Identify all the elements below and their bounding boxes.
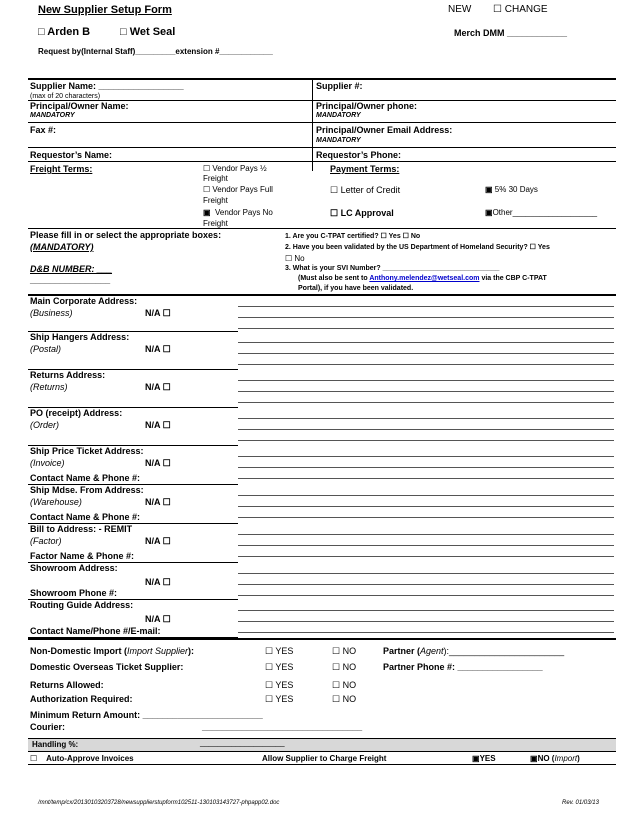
address-title: Returns Address: (30, 370, 106, 380)
svi-note: (Must also be sent to Anthony.melendez@wetseal.com via the CBP C-TPAT (298, 275, 547, 282)
ctpat-question[interactable]: 1. Are you C-TPAT certified? ☐ Yes ☐ No (285, 233, 421, 240)
merch-dmm: Merch DMM ____________ (454, 28, 568, 38)
address-title: Routing Guide Address: (30, 600, 134, 610)
not-applicable-checkbox[interactable]: N/A ☐ (145, 308, 171, 318)
address-title: Ship Hangers Address: (30, 332, 130, 342)
overseas-yes-checkbox[interactable]: ☐ YES (265, 662, 294, 672)
freight-yes-checkbox[interactable]: ▣YES (472, 754, 496, 763)
not-applicable-checkbox[interactable]: N/A ☐ (145, 344, 171, 354)
checkbox-icon: ☐ (493, 4, 502, 15)
svi-note-2: Portal), if you have been validated. (298, 285, 414, 292)
address-input-line[interactable] (238, 380, 614, 381)
address-input-line[interactable] (238, 402, 614, 403)
requestor-name-label[interactable]: Requestor’s Name: (30, 150, 113, 160)
email-link[interactable]: Anthony.melendez@wetseal.com (369, 275, 480, 282)
contact-label: Contact Name/Phone #/E-mail: (30, 626, 161, 636)
mandatory-note: MANDATORY (316, 137, 361, 144)
courier-label: Courier: (30, 722, 66, 732)
address-input-line[interactable] (238, 632, 614, 633)
address-input-line[interactable] (238, 342, 614, 343)
address-input-line[interactable] (238, 306, 614, 307)
address-input-line[interactable] (238, 353, 614, 354)
freight-none-text: Freight (203, 219, 228, 228)
address-input-line[interactable] (238, 517, 614, 518)
address-subtitle: (Factor) (30, 536, 62, 546)
request-by: Request by(Internal Staff)_________extension #____________ (38, 47, 273, 56)
partner-phone-field[interactable]: Partner Phone #: _________________ (383, 662, 543, 672)
overseas-no-checkbox[interactable]: ☐ NO (332, 662, 357, 672)
returns-label: Returns Allowed: (30, 680, 104, 690)
auth-yes-checkbox[interactable]: ☐ YES (265, 694, 294, 704)
min-return-field[interactable]: Minimum Return Amount: ________________________ (30, 710, 263, 720)
address-input-line[interactable] (238, 440, 614, 441)
address-input-line[interactable] (238, 610, 614, 611)
form-title: New Supplier Setup Form (38, 4, 172, 16)
address-input-line[interactable] (238, 456, 614, 457)
other-checkbox[interactable]: ▣Other___________________ (485, 208, 598, 217)
not-applicable-checkbox[interactable]: N/A ☐ (145, 577, 171, 587)
address-input-line[interactable] (238, 317, 614, 318)
import-yes-checkbox[interactable]: ☐ YES (265, 646, 294, 656)
address-input-line[interactable] (238, 478, 614, 479)
dnb-number-line: ________________ (30, 275, 111, 285)
freight-full-text: Freight (203, 196, 228, 205)
address-title: Main Corporate Address: (30, 296, 138, 306)
requestor-phone-label[interactable]: Requestor’s Phone: (316, 150, 402, 160)
revision: Rev. 01/03/13 (562, 800, 599, 806)
supplier-name-note: (max of 20 characters) (30, 93, 101, 100)
fill-mandatory: (MANDATORY) (30, 242, 94, 252)
import-no-checkbox[interactable]: ☐ NO (332, 646, 357, 656)
freight-none-checkbox[interactable]: ▣ Vendor Pays No (203, 208, 273, 217)
contact-label: Contact Name & Phone #: (30, 512, 141, 522)
address-subtitle: (Warehouse) (30, 497, 82, 507)
address-input-line[interactable] (238, 595, 614, 596)
auto-approve-checkbox[interactable]: ☐ Auto-Approve Invoices (30, 754, 134, 763)
mandatory-note: MANDATORY (30, 112, 75, 119)
courier-field[interactable]: ________________________________ (202, 722, 363, 732)
address-input-line[interactable] (238, 621, 614, 622)
returns-no-checkbox[interactable]: ☐ NO (332, 680, 357, 690)
homeland-no-checkbox[interactable]: ☐ No (285, 254, 305, 263)
supplier-number-label[interactable]: Supplier #: (316, 81, 363, 91)
freight-no-checkbox[interactable]: ▣NO (Import) (530, 754, 580, 763)
fill-instructions: Please fill in or select the appropriate boxes: (30, 230, 222, 240)
address-subtitle: (Order) (30, 420, 59, 430)
auth-no-checkbox[interactable]: ☐ NO (332, 694, 357, 704)
handling-label: Handling %: (32, 740, 79, 749)
address-input-line[interactable] (238, 418, 614, 419)
address-input-line[interactable] (238, 328, 614, 329)
not-applicable-checkbox[interactable]: N/A ☐ (145, 458, 171, 468)
partner-agent-field[interactable]: Partner (Agent):_______________________ (383, 646, 565, 656)
contact-label: Factor Name & Phone #: (30, 551, 135, 561)
returns-yes-checkbox[interactable]: ☐ YES (265, 680, 294, 690)
freight-half-checkbox[interactable]: ☐ Vendor Pays ½ (203, 164, 267, 173)
not-applicable-checkbox[interactable]: N/A ☐ (145, 420, 171, 430)
not-applicable-checkbox[interactable]: N/A ☐ (145, 536, 171, 546)
allow-freight-label: Allow Supplier to Charge Freight (262, 754, 387, 763)
import-label: Non-Domestic Import (Import Supplier): (30, 646, 195, 656)
address-input-line[interactable] (238, 573, 614, 574)
principal-email-label[interactable]: Principal/Owner Email Address: (316, 125, 453, 135)
checked-box-icon: ▣ (472, 754, 480, 763)
letter-of-credit-checkbox[interactable]: ☐ Letter of Credit (330, 185, 401, 195)
address-title: Showroom Address: (30, 563, 118, 573)
address-subtitle: (Invoice) (30, 458, 65, 468)
not-applicable-checkbox[interactable]: N/A ☐ (145, 614, 171, 624)
address-input-line[interactable] (238, 391, 614, 392)
fax-label[interactable]: Fax #: (30, 125, 57, 135)
freight-half-text: Freight (203, 174, 228, 183)
handling-field[interactable]: ___________________ (200, 738, 285, 747)
checked-box-icon: ▣ (485, 185, 493, 194)
svi-question[interactable]: 3. What is your SVI Number? ______________________________ (285, 265, 500, 272)
lc-approval-checkbox[interactable]: ☐ LC Approval (330, 208, 394, 218)
address-input-line[interactable] (238, 534, 614, 535)
address-input-line[interactable] (238, 429, 614, 430)
checked-box-icon: ▣ (203, 208, 211, 217)
address-subtitle: (Postal) (30, 344, 62, 354)
checked-box-icon: ▣ (485, 208, 493, 217)
file-path: /mnt/temp/cx/20130103203728/newsupplierstupform102511-130103143727-phpapp02.doc (38, 800, 280, 806)
overseas-label: Domestic Overseas Ticket Supplier: (30, 662, 184, 672)
freight-full-checkbox[interactable]: ☐ Vendor Pays Full (203, 185, 273, 194)
address-title: Ship Mdse. From Address: (30, 485, 144, 495)
address-input-line[interactable] (238, 556, 614, 557)
dnb-number-field[interactable]: D&B NUMBER: ___ (30, 264, 113, 274)
address-subtitle: (Business) (30, 308, 73, 318)
supplier-name-label[interactable]: Supplier Name: _________________ (30, 81, 184, 91)
wetseal-checkbox[interactable]: □ Wet Seal (120, 26, 176, 38)
payment-terms-label: Payment Terms: (330, 164, 400, 174)
address-input-line[interactable] (238, 506, 614, 507)
address-input-line[interactable] (238, 495, 614, 496)
address-input-line[interactable] (238, 584, 614, 585)
checkbox-icon: ☐ (30, 754, 38, 763)
contact-label: Contact Name & Phone #: (30, 473, 141, 483)
homeland-question[interactable]: 2. Have you been validated by the US Department of Homeland Security? ☐ Yes (285, 244, 550, 251)
address-title: Ship Price Ticket Address: (30, 446, 144, 456)
address-title: PO (receipt) Address: (30, 408, 123, 418)
new-label: NEW (448, 4, 472, 15)
mandatory-note: MANDATORY (316, 112, 361, 119)
thirty-days-checkbox[interactable]: ▣ 5% 30 Days (485, 185, 538, 194)
not-applicable-checkbox[interactable]: N/A ☐ (145, 497, 171, 507)
change-checkbox[interactable]: ☐ CHANGE (493, 4, 548, 15)
freight-terms-label: Freight Terms: (30, 164, 93, 174)
auth-label: Authorization Required: (30, 694, 133, 704)
not-applicable-checkbox[interactable]: N/A ☐ (145, 382, 171, 392)
address-input-line[interactable] (238, 364, 614, 365)
checked-box-icon: ▣ (530, 754, 538, 763)
address-input-line[interactable] (238, 545, 614, 546)
address-title: Bill to Address: - REMIT (30, 524, 133, 534)
principal-name-label[interactable]: Principal/Owner Name: (30, 101, 129, 111)
address-input-line[interactable] (238, 467, 614, 468)
principal-phone-label[interactable]: Principal/Owner phone: (316, 101, 418, 111)
arden-checkbox[interactable]: □ Arden B (38, 26, 91, 38)
contact-label: Showroom Phone #: (30, 588, 118, 598)
address-subtitle: (Returns) (30, 382, 68, 392)
